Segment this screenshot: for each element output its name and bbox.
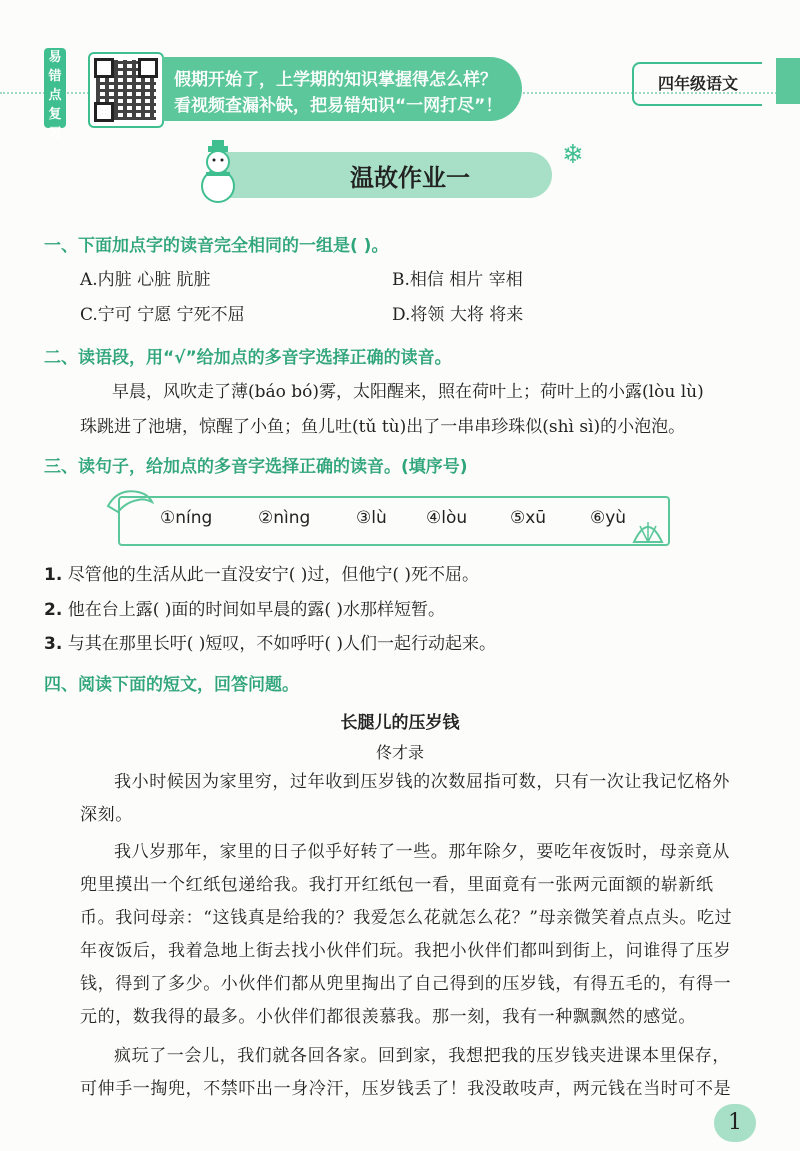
q3-sentence-1-text: 尽管他的生活从此一直没安宁( )过，但他宁( )死不屈。 xyxy=(67,565,480,585)
pinyin-option-3: ③lù xyxy=(356,508,387,528)
story-paragraph-2: 我八岁那年，家里的日子似乎好转了一些。那年除夕，要吃年夜饭时，母亲竟从兜里摸出一个红纸包递给我。我打开红纸包一看，里面竟有一张两元面额的崭新纸币。我问母亲：“这钱真是给我的？我爱怎么花就怎么花？”母亲微笑着点点头。吃过年夜饭后，我着急地上街去找小伙伴们玩。我把小伙伴们都叫到街上，问谁得了压岁钱，得到了多少。小伙伴们都从兜里掏出了自己得到的压岁钱，有得五毛的，有得一元的，数我得的最多。小伙伴们都很羡慕我。那一刻，我有一种飘飘然的感觉。 xyxy=(80,842,733,1027)
q1-option-b: B.相信 相片 宰相 xyxy=(392,270,523,290)
q2-line-1: 早晨，风吹走了薄(báo bó)雾，太阳醒来，照在荷叶上；荷叶上的小露(lòu lù) xyxy=(112,382,704,402)
sentence-number: 2. xyxy=(44,600,63,620)
question-3-heading: 三、读句子，给加点的多音字选择正确的读音。(填序号) xyxy=(44,457,468,477)
question-1-heading: 一、下面加点字的读音完全相同的一组是( )。 xyxy=(44,236,389,256)
question-4-heading: 四、阅读下面的短文，回答问题。 xyxy=(44,675,299,695)
q1-option-a: A.内脏 心脏 肮脏 xyxy=(80,270,211,290)
question-2-heading: 二、读语段，用“√”给加点的多音字选择正确的读音。 xyxy=(44,348,452,368)
video-banner xyxy=(162,57,522,121)
snowman-icon xyxy=(190,140,246,206)
pinyin-options-box xyxy=(118,496,670,546)
q2-line-2: 珠跳进了池塘，惊醒了小鱼；鱼儿吐(tǔ tù)出了一串串珍珠似(shì sì)的小泡泡。 xyxy=(80,417,686,437)
side-tag: 易错点复习 xyxy=(44,48,66,128)
pinyin-option-5: ⑤xū xyxy=(510,508,547,528)
q3-sentence-2-text: 他在台上露( )面的时间如早晨的露( )水那样短暂。 xyxy=(67,600,446,620)
q3-sentence-1 xyxy=(44,560,479,585)
story-title: 长腿儿的压岁钱 xyxy=(340,713,460,733)
pinyin-option-2: ②nìng xyxy=(258,508,311,528)
q3-sentence-3 xyxy=(44,629,496,654)
qr-code-icon[interactable] xyxy=(88,52,164,128)
grade-label: 四年级语文 xyxy=(632,62,762,106)
q3-sentence-3-text: 与其在那里长吁( )短叹，不如呼吁( )人们一起行动起来。 xyxy=(67,634,497,654)
sentence-number: 1. xyxy=(44,565,63,585)
snowflake-icon: ❄ xyxy=(562,140,584,170)
pinyin-option-4: ④lòu xyxy=(426,508,468,528)
q1-option-c: C.宁可 宁愿 宁死不屈 xyxy=(80,305,245,325)
pinyin-option-1: ①níng xyxy=(160,508,213,528)
banner-line-1: 假期开始了，上学期的知识掌握得怎么样？ xyxy=(174,70,497,90)
banner-line-2: 看视频查漏补缺，把易错知识“一网打尽”！ xyxy=(174,96,503,116)
sentence-number: 3. xyxy=(44,634,63,654)
story-author: 佟才录 xyxy=(375,743,424,762)
page-title: 温故作业一 xyxy=(350,164,470,192)
shell-icon xyxy=(630,516,666,546)
page-number: 1 xyxy=(714,1104,756,1142)
edge-stripe xyxy=(776,58,800,104)
story-paragraph-3: 疯玩了一会儿，我们就各回各家。回到家，我想把我的压岁钱夹进课本里保存，可伸手一掏兜，不禁吓出一身冷汗，压岁钱丢了！我没敢吱声，两元钱在当时可不是 xyxy=(80,1046,732,1099)
story-paragraph-1: 我小时候因为家里穷，过年收到压岁钱的次数屈指可数，只有一次让我记忆格外深刻。 xyxy=(80,772,730,825)
q3-sentence-2 xyxy=(44,595,445,620)
pinyin-option-6: ⑥yù xyxy=(590,508,627,528)
q1-option-d: D.将领 大将 将来 xyxy=(392,305,524,325)
